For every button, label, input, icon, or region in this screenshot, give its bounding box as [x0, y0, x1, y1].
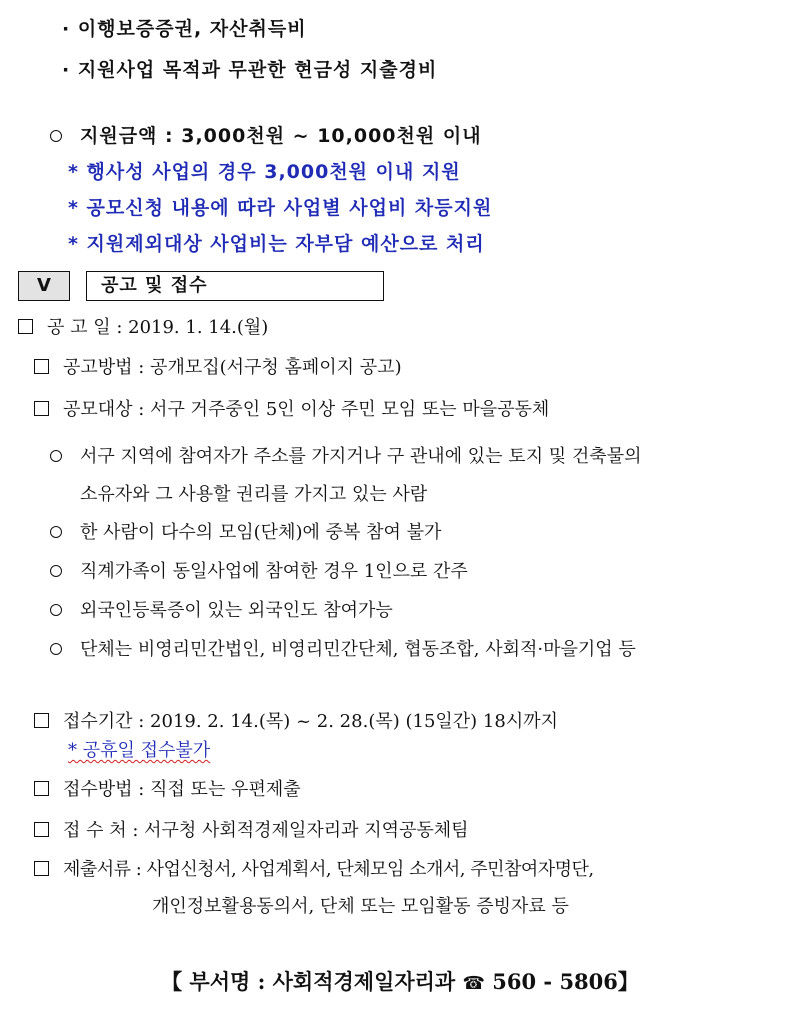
- amount-note: * 지원제외대상 사업비는 자부담 예산으로 처리: [68, 233, 485, 255]
- footer-open-bracket: 【: [161, 969, 183, 994]
- amount-item: [50, 127, 482, 146]
- notice-method: [34, 359, 402, 377]
- target-condition-text: 서구 지역에 참여자가 주소를 가지거나 구 관내에 있는 토지 및 건축물의: [80, 446, 642, 467]
- footer-department: 부서명 : 사회적경제일자리과: [189, 969, 456, 994]
- checkbox-icon: [34, 781, 49, 796]
- circle-bullet-icon: [50, 526, 62, 538]
- target-condition-text: 한 사람이 다수의 모임(단체)에 중복 참여 불가: [80, 522, 442, 543]
- target-text: 공모대상 : 서구 거주중인 5인 이상 주민 모임 또는 마을공동체: [63, 399, 550, 420]
- office: [34, 822, 469, 840]
- circle-bullet-icon: [50, 643, 62, 655]
- period-text: 접수기간 : 2019. 2. 14.(목) ~ 2. 28.(목) (15일간) 18시까지: [63, 711, 558, 732]
- notice-date: [18, 319, 268, 337]
- period-note-text: * 공휴일 접수불가: [68, 740, 211, 761]
- excluded-item: · 이행보증증권, 자산취득비: [62, 18, 307, 40]
- target-condition: [50, 641, 636, 659]
- target-condition-continued: 소유자와 그 사용할 권리를 가지고 있는 사람: [80, 484, 428, 505]
- target-condition: [50, 448, 641, 466]
- notice-method-text: 공고방법 : 공개모집(서구청 홈페이지 공고): [63, 357, 402, 378]
- circle-bullet-icon: [50, 130, 62, 142]
- checkbox-icon: [34, 359, 49, 374]
- footer-phone: 560 - 5806: [492, 969, 618, 994]
- documents-text: 제출서류 : 사업신청서, 사업계획서, 단체모임 소개서, 주민참여자명단,: [63, 859, 594, 880]
- checkbox-icon: [34, 822, 49, 837]
- documents: [34, 861, 594, 879]
- circle-bullet-icon: [50, 565, 62, 577]
- checkbox-icon: [34, 861, 49, 876]
- target-condition-text: 단체는 비영리민간법인, 비영리민간단체, 협동조합, 사회적·마을기업 등: [80, 639, 636, 660]
- circle-bullet-icon: [50, 604, 62, 616]
- notice-date-text: 공 고 일 : 2019. 1. 14.(월): [47, 317, 269, 338]
- period: [34, 713, 558, 731]
- target-condition-text: 직계가족이 동일사업에 참여한 경우 1인으로 간주: [80, 561, 468, 582]
- footer-close-bracket: 】: [617, 969, 639, 994]
- target-condition-text: 외국인등록증이 있는 외국인도 참여가능: [80, 600, 393, 621]
- method-text: 접수방법 : 직접 또는 우편제출: [63, 779, 301, 800]
- target-condition: [50, 524, 441, 542]
- section-number: Ⅴ: [18, 271, 70, 301]
- excluded-item: · 지원사업 목적과 무관한 현금성 지출경비: [62, 59, 438, 81]
- phone-icon: ☎: [462, 973, 485, 994]
- circle-bullet-icon: [50, 450, 62, 462]
- office-text: 접 수 처 : 서구청 사회적경제일자리과 지역공동체팀: [63, 820, 469, 841]
- amount-note: * 행사성 사업의 경우 3,000천원 이내 지원: [68, 161, 461, 183]
- period-note: [68, 742, 210, 760]
- section-title: 공고 및 접수: [86, 271, 384, 301]
- checkbox-icon: [34, 713, 49, 728]
- checkbox-icon: [34, 401, 49, 416]
- documents-continued: 개인정보활용동의서, 단체 또는 모임활동 증빙자료 등: [152, 896, 569, 917]
- target-condition: [50, 602, 393, 620]
- footer: [0, 966, 800, 996]
- target: [34, 401, 549, 419]
- target-condition: [50, 563, 468, 581]
- amount-note: * 공모신청 내용에 따라 사업별 사업비 차등지원: [68, 197, 493, 219]
- checkbox-icon: [18, 319, 33, 334]
- method: [34, 781, 301, 799]
- amount-label: 지원금액 : 3,000천원 ~ 10,000천원 이내: [80, 125, 482, 147]
